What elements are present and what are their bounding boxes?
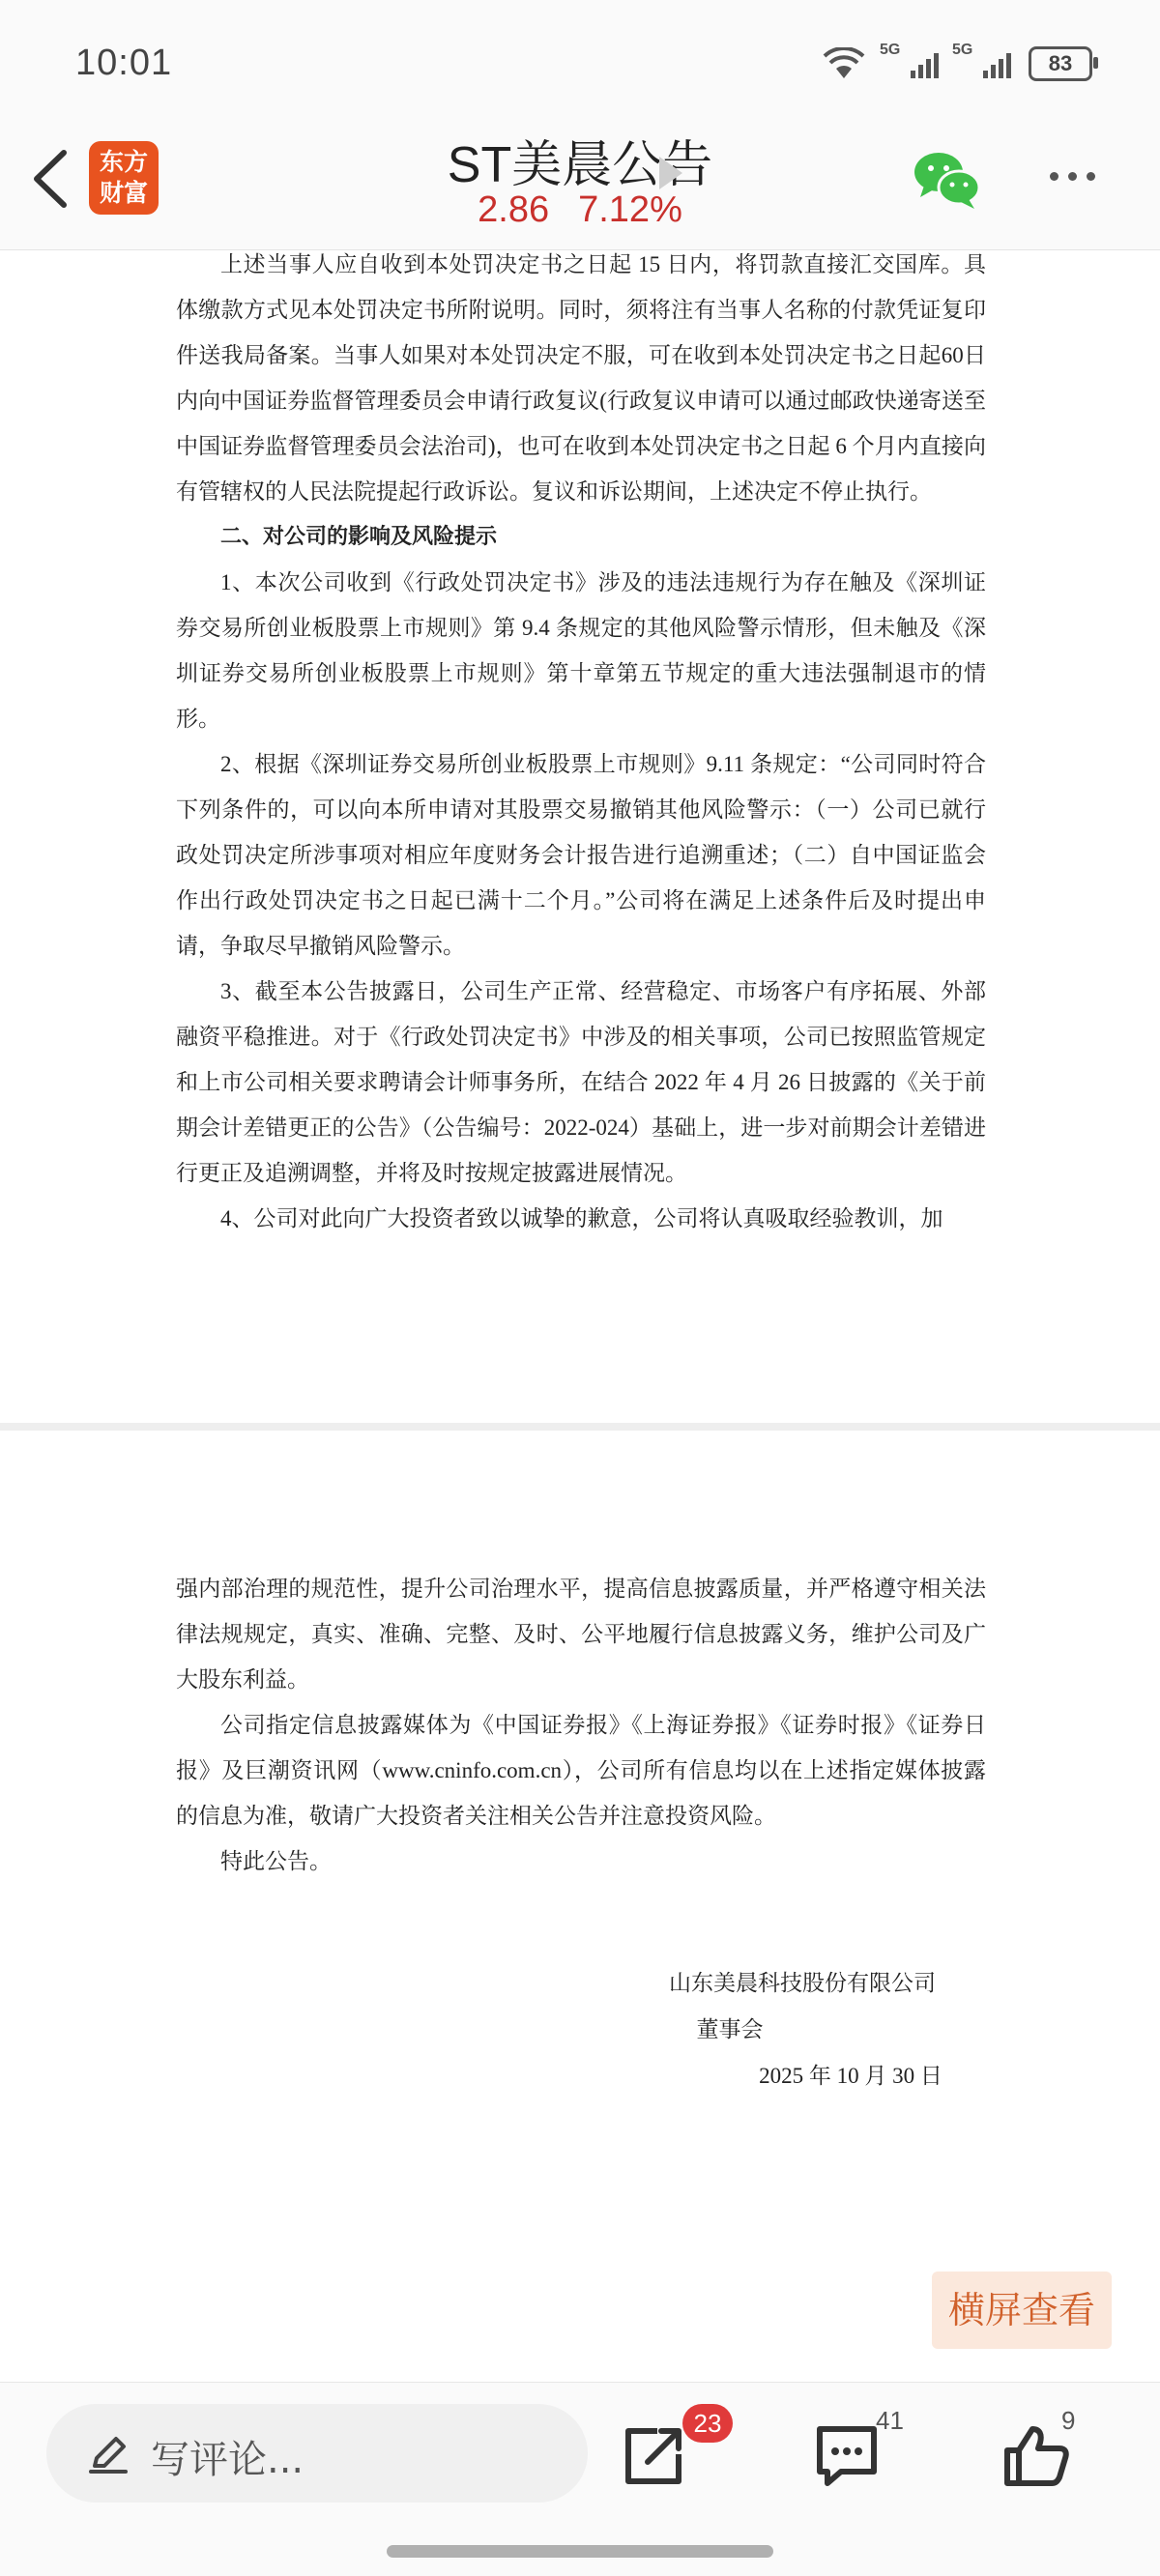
signal-label: 5G <box>880 42 901 58</box>
signature-date: 2025 年 10 月 30 日 <box>759 2064 942 2088</box>
share-count-badge: 23 <box>682 2404 733 2443</box>
comment-count: 41 <box>876 2406 904 2435</box>
announcement-page-1 <box>176 242 986 1241</box>
stock-price: 2.86 <box>478 189 550 230</box>
paragraph: 1、本次公司收到《行政处罚决定书》涉及的违法违规行为存在触及《深圳证券交易所创业板股票上市规则》第 9.4 条规定的其他风险警示情形，但未触及《深圳证券交易所创业板股票上市规则》第十章第五节规定的重大违法强制退市的情形。 <box>176 570 986 731</box>
wechat-icon <box>913 149 982 211</box>
page-divider <box>0 1423 1160 1431</box>
landscape-view-button[interactable]: 横屏查看 <box>932 2272 1112 2349</box>
signal-icon <box>880 42 939 78</box>
signature-company: 山东美晨科技股份有限公司 <box>669 1971 936 1995</box>
wechat-share-button[interactable] <box>913 149 982 211</box>
more-menu-button[interactable] <box>1050 172 1095 181</box>
logo-text: 财富 <box>99 179 148 207</box>
stock-quote <box>0 189 1160 231</box>
section-heading: 二、对公司的影响及风险提示 <box>220 525 498 549</box>
share-icon <box>619 2421 688 2491</box>
comments-button[interactable] <box>812 2421 882 2491</box>
comment-placeholder: 写评论... <box>151 2438 304 2482</box>
pencil-icon <box>87 2433 130 2475</box>
signature-board: 董事会 <box>696 2017 764 2041</box>
paragraph: 特此公告。 <box>220 1849 332 1873</box>
paragraph: 公司指定信息披露媒体为《中国证券报》《上海证券报》《证券时报》《证券日报》及巨潮资讯网（www.cninfo.com.cn），公司所有信息均以在上述指定媒体披露的信息为准，敬请广大投资者关注相关公告并注意投资风险。 <box>176 1713 986 1828</box>
comment-icon <box>812 2421 882 2491</box>
dot-icon <box>1068 172 1077 181</box>
paragraph: 上述当事人应自收到本处罚决定书之日起 15 日内，将罚款直接汇交国库。具体缴款方式见本处罚决定书所附说明。同时，须将注有当事人名称的付款凭证复印件送我局备案。当事人如果对本处罚决定不服，可在收到本处罚决定书之日起60日内向中国证券监督管理委员会申请行政复议(行政复议申请可以通过邮政快递寄送至中国证券监督管理委员会法治司)，也可在收到本处罚决定书之日起 6 个月内直接向有管辖权的人民法院提起行政诉讼。复议和诉讼期间，上述决定不停止执行。 <box>176 252 986 504</box>
wifi-icon <box>822 47 866 80</box>
paragraph: 4、公司对此向广大投资者致以诚挚的歉意，公司将认真吸取经验教训，加 <box>220 1206 943 1230</box>
logo-text: 东方 <box>99 148 148 176</box>
chevron-right-icon[interactable] <box>659 157 682 189</box>
paragraph: 2、根据《深圳证券交易所创业板股票上市规则》9.11 条规定：“公司同时符合下列条件的，可以向本所申请对其股票交易撤销其他风险警示：（一）公司已就行政处罚决定所涉事项对相应年度财务会计报告进行追溯重述；（二）自中国证监会作出行政处罚决定书之日起已满十二个月。”公司将在满足上述条件后及时提出申请，争取尽早撤销风险警示。 <box>176 752 986 958</box>
status-time: 10:01 <box>75 43 173 83</box>
comment-input[interactable] <box>46 2404 588 2503</box>
bottom-action-bar <box>0 2382 1160 2576</box>
status-icons <box>822 42 1092 81</box>
home-indicator[interactable] <box>387 2545 773 2558</box>
header <box>0 116 1160 250</box>
like-count: 9 <box>1061 2406 1076 2435</box>
dot-icon <box>1050 172 1058 181</box>
paragraph: 3、截至本公告披露日，公司生产正常、经营稳定、市场客户有序拓展、外部融资平稳推进。对于《行政处罚决定书》中涉及的相关事项，公司已按照监管规定和上市公司相关要求聘请会计师事务所，在结合 2022 年 4 月 26 日披露的《关于前期会计差错更正的公告》（公告编号：2022-024）基础上，进一步对前期会计差错进行更正及追溯调整，并将及时按规定披露进展情况。 <box>176 979 986 1185</box>
battery-icon: 83 <box>1029 46 1092 81</box>
stock-change: 7.12% <box>578 189 682 230</box>
share-button[interactable] <box>619 2421 688 2491</box>
announcement-page-2 <box>176 1566 986 1884</box>
paragraph: 强内部治理的规范性，提升公司治理水平，提高信息披露质量，并严格遵守相关法律法规规定，真实、准确、完整、及时、公平地履行信息披露义务，维护公司及广大股东利益。 <box>176 1577 986 1692</box>
page-title: ST美晨公告 <box>447 137 713 193</box>
dot-icon <box>1087 172 1095 181</box>
signal-icon <box>952 42 1011 78</box>
signal-label: 5G <box>952 42 973 58</box>
status-bar <box>0 0 1160 116</box>
